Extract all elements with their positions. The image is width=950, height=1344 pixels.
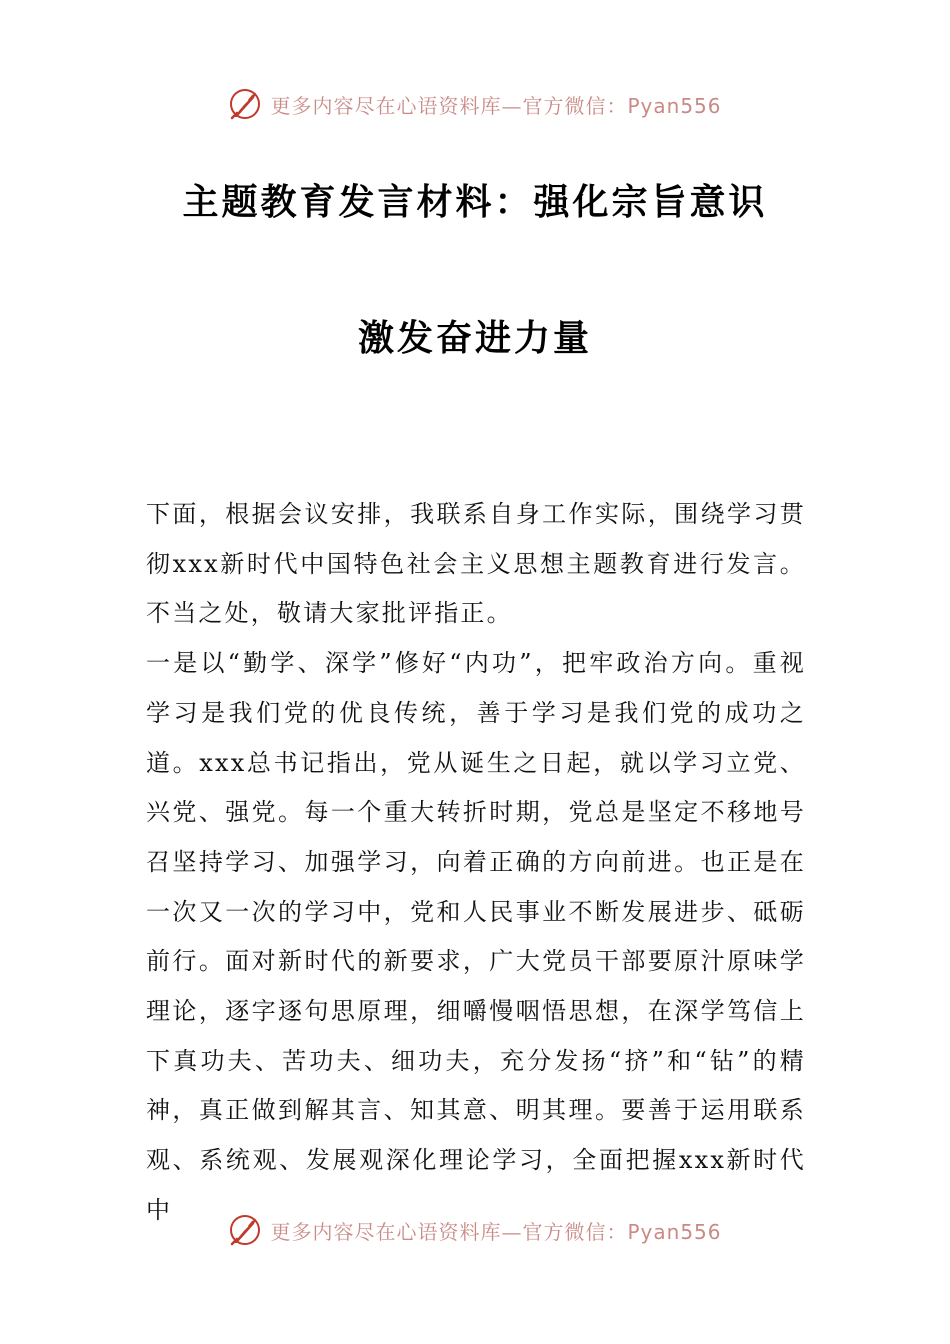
footer-banner [0,1210,950,1250]
footer-banner-label: 更多内容尽在心语资料库—官方微信： [270,1219,628,1244]
document-title-line-2: 激发奋进力量 [357,318,592,359]
quill-pen-logo-icon [228,1213,262,1247]
header-wechat-id: Pyan556 [627,93,722,118]
header-banner-label: 更多内容尽在心语资料库—官方微信： [270,93,628,118]
document-title-line-1: 主题教育发言材料：强化宗旨意识 [182,182,768,223]
body-paragraph-intro: 下面，根据会议安排，我联系自身工作实际，围绕学习贯彻xxx新时代中国特色社会主义思想主题教育进行发言。不当之处，敬请大家批评指正。 [146,500,806,628]
header-banner [0,84,950,124]
footer-banner-text [270,1216,721,1245]
footer-wechat-id: Pyan556 [627,1219,722,1244]
body-paragraph-point-one: 一是以“勤学、深学”修好“内功”，把牢政治方向。重视学习是我们党的优良传统，善于学习是我们党的成功之道。xxx总书记指出，党从诞生之日起，就以学习立党、兴党、强党。每一个重大转折时期，党总是坚定不移地号召坚持学习、加强学习，向着正确的方向前进。也正是在一次又一次的学习中，党和人民事业不断发展进步、砥砺前行。面对新时代的新要求，广大党员干部要原汁原味学理论，逐字逐句思原理，细嚼慢咽悟思想，在深学笃信上下真功夫、苦功夫、细功夫，充分发扬“挤”和“钻”的精神，真正做到解其言、知其意、明其理。要善于运用联系观、系统观、发展观深化理论学习，全面把握xxx新时代中 [146,649,806,1224]
header-banner-text [270,90,721,119]
quill-pen-logo-icon [228,87,262,121]
document-body [146,490,806,1236]
